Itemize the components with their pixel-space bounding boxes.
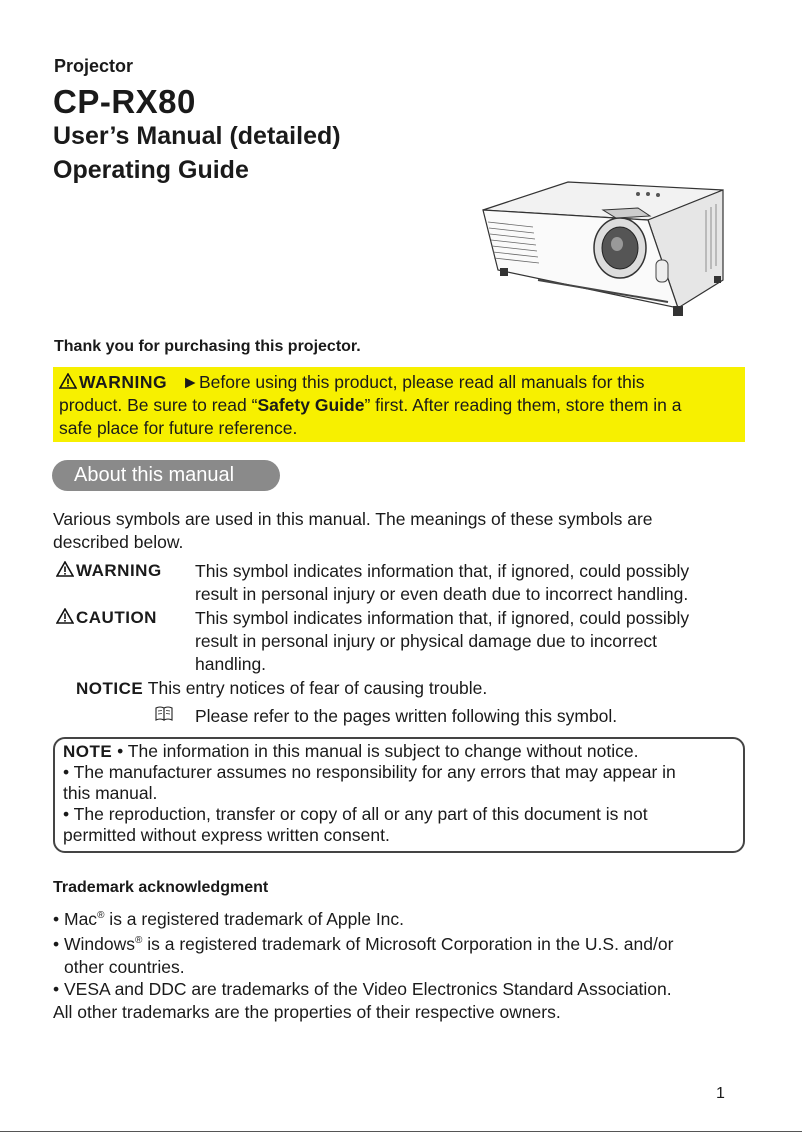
product-category: Projector <box>54 56 134 76</box>
caution-description: This symbol indicates information that, if ignored, could possibly result in personal injury or physical damage due to incorrect handling. <box>195 608 690 674</box>
trademark-list <box>53 905 673 1023</box>
warning-box <box>53 367 745 442</box>
list-item: other countries. <box>64 956 185 977</box>
caution-triangle-icon <box>56 608 74 624</box>
book-icon <box>155 706 173 721</box>
notice-text: This entry notices of fear of causing trouble. <box>143 678 488 698</box>
warning-description: This symbol indicates information that, if ignored, could possibly result in personal injury or even death due to incorrect handling. <box>195 561 690 604</box>
trademark-closing: All other trademarks are the properties of their respective owners. <box>53 1001 561 1022</box>
section-heading-about: About this manual <box>52 460 280 491</box>
note-box: NOTE • The information in this manual is subject to change without notice. • The manufacturer assumes no responsibility for any errors that may appear in this manual. • The reproduction, transfer or copy of all or any part of this document is not permitted without express written consent. <box>53 737 745 853</box>
reference-description: Please refer to the pages written following this symbol. <box>195 706 618 726</box>
safety-guide-ref: Safety Guide <box>257 395 365 415</box>
warning-triangle-icon <box>56 561 74 577</box>
manual-title-line2: Operating Guide <box>53 156 249 184</box>
warning-symbol: WARNING <box>56 561 162 581</box>
model-title: CP-RX80 <box>53 83 196 120</box>
arrow-icon: ► <box>181 372 199 392</box>
warning-triangle-icon <box>59 373 77 389</box>
list-item: • Mac® is a registered trademark of Apple Inc. <box>53 908 405 929</box>
manual-title-line1: User’s Manual (detailed) <box>53 122 341 150</box>
caution-symbol: CAUTION <box>56 608 157 628</box>
page-number: 1 <box>716 1085 725 1102</box>
footer-divider <box>0 1131 802 1132</box>
projector-illustration <box>478 180 728 318</box>
notice-label: NOTICE <box>76 679 144 698</box>
warning-box-line1: WARNING ►Before using this product, please read all manuals for this <box>59 371 739 394</box>
about-intro: Various symbols are used in this manual. The meanings of these symbols are described below. <box>53 509 653 552</box>
notice-row <box>76 677 487 700</box>
list-item: • VESA and DDC are trademarks of the Video Electronics Standard Association. <box>53 979 672 1000</box>
manual-title <box>53 119 341 187</box>
list-item: • Windows® is a registered trademark of Microsoft Corporation in the U.S. and/or <box>53 934 674 955</box>
thank-you-text: Thank you for purchasing this projector. <box>54 338 361 355</box>
warning-box-line2: product. Be sure to read “Safety Guide” first. After reading them, store them in a <box>59 395 682 415</box>
warning-box-line3: safe place for future reference. <box>59 418 298 438</box>
warning-box-label: WARNING <box>79 372 168 392</box>
note-label: NOTE <box>63 742 113 761</box>
trademark-heading: Trademark acknowledgment <box>53 879 269 896</box>
